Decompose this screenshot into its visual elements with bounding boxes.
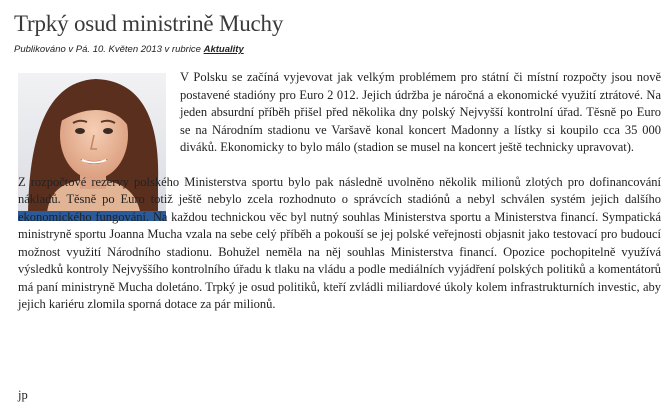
meta-rubric-prefix: v rubrice bbox=[164, 44, 201, 55]
meta-date: Pá. 10. Květen 2013 bbox=[75, 44, 162, 55]
article-paragraph-2: Z rozpočtové rezervy polského Ministerstva sportu bylo pak následně uvolněno několik milionů zlotých pro dofinancování nákladů. Těsně po Euro totiž ještě nebylo zcela rozhodnuto o správcích stadiónů a nebyl schválen systém jejich dalšího ekonomického fungování. Na každou technickou věc byl nutný souhlas Ministerstva sportu a Ministerstva financí. Sympatická ministryně sportu Joanna Mucha vzala na sebe celý příběh a pokouší se jej polské veřejnosti objasnit jako testovací pro budoucí možnost využití Národního stadionu. Bohužel neměla na něj souhlas Ministerstva financí. Opozice pochopitelně využívá výsledků kontroly Nejvyššího kontrolního úřadu k tlaku na vládu a podle mediálních vyjádření polských politiků a komentátorů má paní ministryně Mucha doletáno. Trpký je osud politiků, kteří zvládli miliardové úkoly kolem infrastrukturních investic, aby jejich kariéru zlomila sporná dotace za pár milionů. bbox=[18, 174, 661, 311]
author-signature: jp bbox=[18, 388, 28, 402]
article-title: Trpký osud ministrině Muchy bbox=[14, 11, 284, 36]
meta-prefix: Publikováno v bbox=[14, 44, 74, 55]
article-meta bbox=[14, 44, 244, 55]
article-body bbox=[18, 69, 661, 331]
category-link[interactable]: Aktuality bbox=[203, 44, 244, 55]
article-paragraph-1: V Polsku se začíná vyjevovat jak velkým problémem pro státní či místní rozpočty jsou nově postavené stadióny pro Euro 2 012. Jejich údržba je náročná a ekonomické využití ztrátové. Na jeden absurdní příběh přišel před několika dny polský Nejvyšší kontrolní úřad. Těsně po Euro se na Národním stadionu ve Varšavě konal koncert Madonny a lístky si koupilo cca 35 000 diváků. Ekonomicky to bylo málo (stadion se musel na koncert ještě technicky upravovat). bbox=[180, 70, 661, 154]
